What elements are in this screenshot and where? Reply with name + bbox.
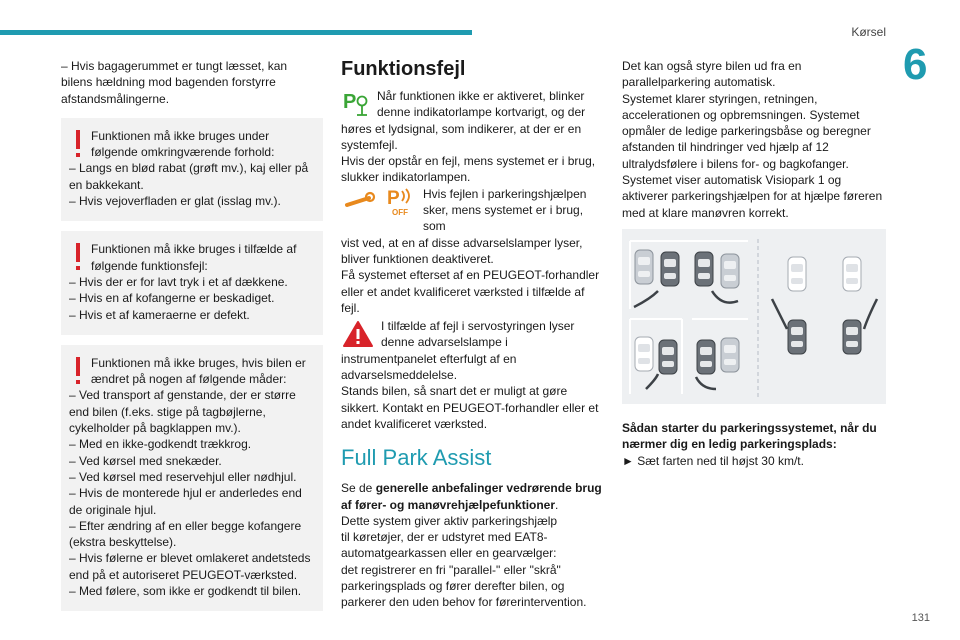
warning-item: (ekstra beskyttelse).	[69, 535, 177, 550]
text-line: det registrerer en fri "parallel-" eller "skrå"	[341, 562, 561, 577]
instruction-heading: nærmer dig en ledig parkeringsplads:	[622, 437, 837, 452]
warning-item: – Med en ikke-godkendt trækkrog.	[69, 437, 252, 452]
text-line: Få systemet efterset af en PEUGEOT-forhandler	[341, 268, 600, 283]
text-line: instrumentpanelet efterfulgt af en	[341, 351, 517, 366]
wrench-warning-icon	[341, 186, 377, 216]
warning-item: – Hvis de monterede hjul er anderledes end	[69, 486, 302, 501]
text-line: ultralydsfølere i bilens for- og bagkofanger.	[622, 156, 849, 171]
warning-item: – Med følere, som ikke er godkendt til bilen.	[69, 584, 302, 599]
column-left	[61, 58, 323, 611]
text-line: Dette system giver aktiv parkeringshjælp	[341, 513, 558, 528]
warning-item: – Hvis en af kofangerne er beskadiget.	[69, 291, 275, 306]
section-heading-full-park-assist: Full Park Assist	[341, 445, 492, 471]
header-accent-bar	[0, 30, 472, 35]
column-right	[622, 58, 886, 469]
text-line: høres et lydsignal, som indikerer, at der er en	[341, 121, 582, 136]
text-line: I tilfælde af fejl i servostyringen lyser	[381, 319, 575, 334]
warning-box-modifications	[61, 345, 323, 611]
warning-box-faults	[61, 231, 323, 334]
warning-box-conditions	[61, 118, 323, 221]
section-heading-faults: Funktionsfejl	[341, 58, 466, 80]
warning-item: cykelholder på bagklappen mv.).	[69, 421, 241, 436]
text-line: opmåler de ledige parkeringsbåse og beregner	[622, 124, 871, 139]
page-number: 131	[911, 612, 930, 624]
text-line: Systemet klarer styringen, retningen,	[622, 91, 818, 106]
warning-head: følgende funktionsfejl:	[91, 258, 208, 273]
text-line: Hvis fejlen i parkeringshjælpen	[423, 186, 587, 201]
text-line: automatgearkassen eller en gearvælger:	[341, 546, 557, 561]
text-line: slukker indikatorlampen.	[341, 170, 471, 185]
fault-lamp-paragraph	[341, 186, 605, 235]
parking-sensor-off-icon	[383, 186, 417, 218]
warning-item: – Efter ændring af en eller begge kofangere	[69, 518, 302, 533]
off-badge: OFF	[392, 208, 408, 218]
warning-item: – Hvis følerne er blevet omlakeret andetsteds	[69, 551, 311, 566]
text-line: parallelparkering automatisk.	[622, 75, 776, 90]
section-title: Kørsel	[851, 25, 886, 39]
text-line: sker, mens systemet er i brug, som	[423, 203, 584, 234]
warning-item: en bakkekant.	[69, 177, 144, 192]
warning-item: end bilen (f.eks. stige på tagbøjlerne,	[69, 404, 266, 419]
text-line: Stands bilen, så snart det er muligt at gøre	[341, 384, 568, 399]
warning-triangle-icon	[341, 318, 375, 350]
exclamation-icon	[74, 130, 82, 160]
text-line: parkeringsplads og fører derefter bilen, og	[341, 579, 565, 594]
text-line: advarselsmeddelelse.	[341, 368, 458, 383]
steering-fault-paragraph	[341, 318, 605, 351]
chapter-number: 6	[903, 40, 928, 89]
text-line: med at klare manøvren korrekt.	[622, 205, 789, 220]
warning-item: end på et autoriseret PEUGEOT-værksted.	[69, 567, 298, 582]
instruction-step: ► Sæt farten ned til højst 30 km/t.	[622, 453, 804, 468]
start-instructions	[622, 420, 886, 469]
warning-item: – Hvis der er for lavt tryk i et af dækkene.	[69, 274, 288, 289]
warning-item: – Ved kørsel med reservehjul eller nødhjul.	[69, 469, 297, 484]
text-line: bliver funktionen deaktiveret.	[341, 251, 494, 266]
text-line: Det kan også styre bilen ud fra en	[622, 59, 802, 73]
intro-line: bilens hældning mod bagenden forstyrre	[61, 75, 276, 90]
exclamation-icon	[74, 243, 82, 273]
svg-text:P: P	[387, 188, 400, 209]
fpa-lead-line: af fører- og manøvrehjælpefunktioner.	[341, 497, 559, 512]
text-line: parkerer den uden behov for førerintervention.	[341, 595, 587, 610]
text-line: denne advarselslampe i	[381, 335, 508, 350]
exclamation-icon	[74, 357, 82, 387]
text-line: aktiverer parkeringshjælpen for at hjælpe føreren	[622, 189, 883, 204]
text-line: denne indikatorlampe kortvarigt, og der	[377, 105, 586, 120]
text-line: andet kvalificeret værksted.	[341, 416, 488, 431]
warning-head: følgende omkringværende forhold:	[91, 145, 275, 160]
parking-assist-indicator-icon	[341, 88, 371, 118]
text-line: systemfejl.	[341, 137, 398, 152]
text-line: accelerationen og opbremsningen. Systemet	[622, 107, 860, 122]
text-line: fejl.	[341, 300, 360, 315]
warning-item: – Ved transport af genstande, der er større	[69, 388, 296, 403]
warning-item: – Langs en blød rabat (grøft mv.), kaj eller på	[69, 161, 309, 176]
text-line: Når funktionen ikke er aktiveret, blinker	[377, 89, 585, 103]
text-line: afstanden til hindringer ved hjælp af 12	[622, 140, 829, 155]
parking-manoeuvre-illustration	[622, 229, 886, 404]
text-line: sikkert. Kontakt en PEUGEOT-forhandler eller et	[341, 400, 599, 415]
parking-indicator-paragraph	[341, 88, 605, 121]
text-line: Hvis der opstår en fejl, mens systemet er i brug,	[341, 154, 596, 169]
warning-item: – Ved kørsel med snekæder.	[69, 453, 222, 468]
svg-text:P: P	[343, 91, 357, 113]
text-line: til køretøjer, der er udstyret med EAT8-	[341, 530, 548, 545]
text-line: eller et andet kvalificeret værksted i tilfælde af	[341, 284, 585, 299]
column-middle	[341, 58, 605, 611]
fpa-lead-line: Se de generelle anbefalinger vedrørende brug	[341, 481, 602, 496]
warning-item: – Hvis et af kameraerne er defekt.	[69, 307, 250, 322]
text-line: vist ved, at en af disse advarselslamper lyser,	[341, 235, 583, 250]
warning-head: Funktionen må ikke bruges, hvis bilen er	[91, 355, 306, 370]
warning-head: ændret på nogen af følgende måder:	[91, 372, 287, 387]
warning-item: de originale hjul.	[69, 502, 157, 517]
intro-line: afstandsmålingerne.	[61, 91, 170, 106]
warning-head: Funktionen må ikke bruges i tilfælde af	[91, 242, 297, 257]
instruction-heading: Sådan starter du parkeringssystemet, når du	[622, 420, 877, 435]
warning-head: Funktionen må ikke bruges under	[91, 128, 270, 143]
warning-item: – Hvis vejoverfladen er glat (isslag mv.).	[69, 194, 281, 209]
text-line: Systemet viser automatisk Visiopark 1 og	[622, 173, 842, 188]
intro-line: – Hvis bagagerummet er tungt læsset, kan	[61, 59, 288, 73]
